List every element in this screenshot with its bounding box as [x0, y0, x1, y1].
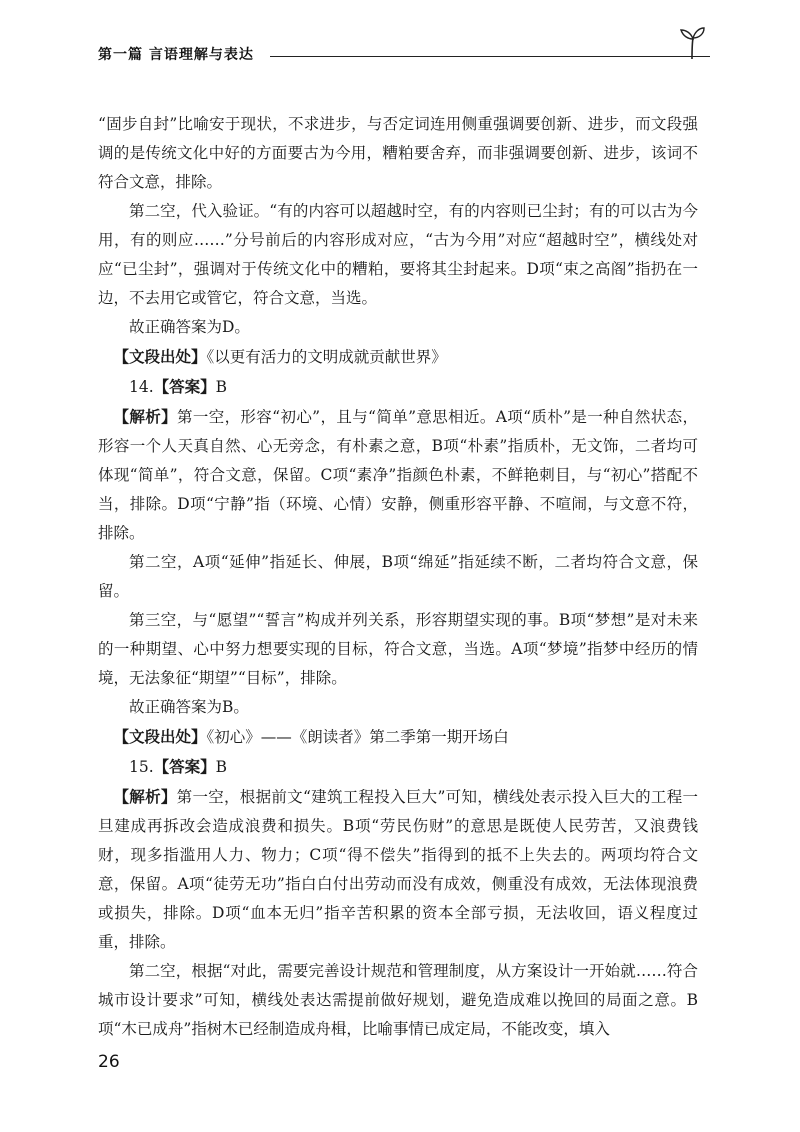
conclusion: 故正确答案为B。 [129, 698, 249, 716]
answer-value: B [215, 758, 228, 776]
analysis-label: 【解析】 [113, 787, 177, 806]
paragraph: 第二空，根据“对此，需要完善设计规范和管理制度，从方案设计一开始就……符合城市设计要求”可知，横线处表达需提前做好规划，避免造成难以挽回的局面之意。B项“木已成舟”指树木已经制造成舟楫，比喻事情已成定局，不能改变，填入 [98, 962, 698, 1038]
answer-line [98, 372, 698, 402]
paragraph: 故正确答案为D。 [129, 318, 250, 336]
source-line [98, 722, 698, 752]
source-title: 《以更有活力的文明成就贡献世界》 [206, 348, 447, 366]
running-header [98, 44, 708, 74]
analysis-paragraph [98, 402, 698, 548]
paragraph: “固步自封”比喻安于现状，不求进步，与否定词连用侧重强调要创新、进步，而文段强调的是传统文化中好的方面要古为今用，糟粕要舍弃，而非强调要创新、进步，该词不符合文意，排除。 [98, 115, 698, 191]
answer-line [98, 752, 698, 782]
header-rule [270, 56, 710, 57]
question-number: 15. [129, 758, 154, 776]
source-label: 【文段出处】 [113, 347, 207, 366]
answer-label: 【答案】 [153, 377, 216, 396]
page-number: 26 [98, 1052, 120, 1072]
page-body [98, 110, 698, 1044]
analysis-label: 【解析】 [113, 407, 177, 426]
analysis-text: 第一空，根据前文“建筑工程投入巨大”可知，横线处表示投入巨大的工程一旦建成再拆改会造成浪费和损失。B项“劳民伤财”的意思是既使人民劳苦，又浪费钱财，现多指滥用人力、物力；C项“得不偿失”指得到的抵不上失去的。两项均符合文意，保留。A项“徒劳无功”指白白付出劳动而没有成效，侧重没有成效，无法体现浪费或损失，排除。D项“血本无归”指辛苦积累的资本全部亏损，无法收回，语义程度过重，排除。 [98, 788, 698, 951]
sprout-icon [678, 26, 706, 60]
analysis-paragraph [98, 782, 698, 957]
source-line [98, 342, 698, 372]
source-title: 《初心》——《朗读者》第二季第一期开场白 [206, 728, 509, 746]
source-label: 【文段出处】 [113, 727, 207, 746]
header-title: 第一篇 言语理解与表达 [98, 47, 254, 63]
paragraph: 第二空，A项“延伸”指延长、伸展，B项“绵延”指延续不断，二者均符合文意，保留。 [98, 553, 698, 600]
answer-value: B [215, 378, 228, 396]
question-number: 14. [129, 378, 154, 396]
analysis-text: 第一空，形容“初心”，且与“简单”意思相近。A项“质朴”是一种自然状态，形容一个人天真自然、心无旁念，有朴素之意，B项“朴素”指质朴，无文饰，二者均可体现“简单”，符合文意，保留。C项“素净”指颜色朴素，不鲜艳刺目，与“初心”搭配不当，排除。D项“宁静”指（环境、心情）安静，侧重形容平静、不喧闹，与文意不符，排除。 [98, 408, 698, 542]
paragraph: 第三空，与“愿望”“誓言”构成并列关系，形容期望实现的事。B项“梦想”是对未来的一种期望、心中努力想要实现的目标，符合文意，当选。A项“梦境”指梦中经历的情境，无法象征“期望”“目标”，排除。 [98, 611, 698, 687]
paragraph: 第二空，代入验证。“有的内容可以超越时空，有的内容则已尘封；有的可以古为今用，有的则应……”分号前后的内容形成对应，“古为今用”对应“超越时空”，横线处对应“已尘封”，强调对于传统文化中的糟粕，要将其尘封起来。D项“束之高阁”指扔在一边，不去用它或管它，符合文意，当选。 [98, 202, 698, 307]
answer-label: 【答案】 [153, 757, 216, 776]
